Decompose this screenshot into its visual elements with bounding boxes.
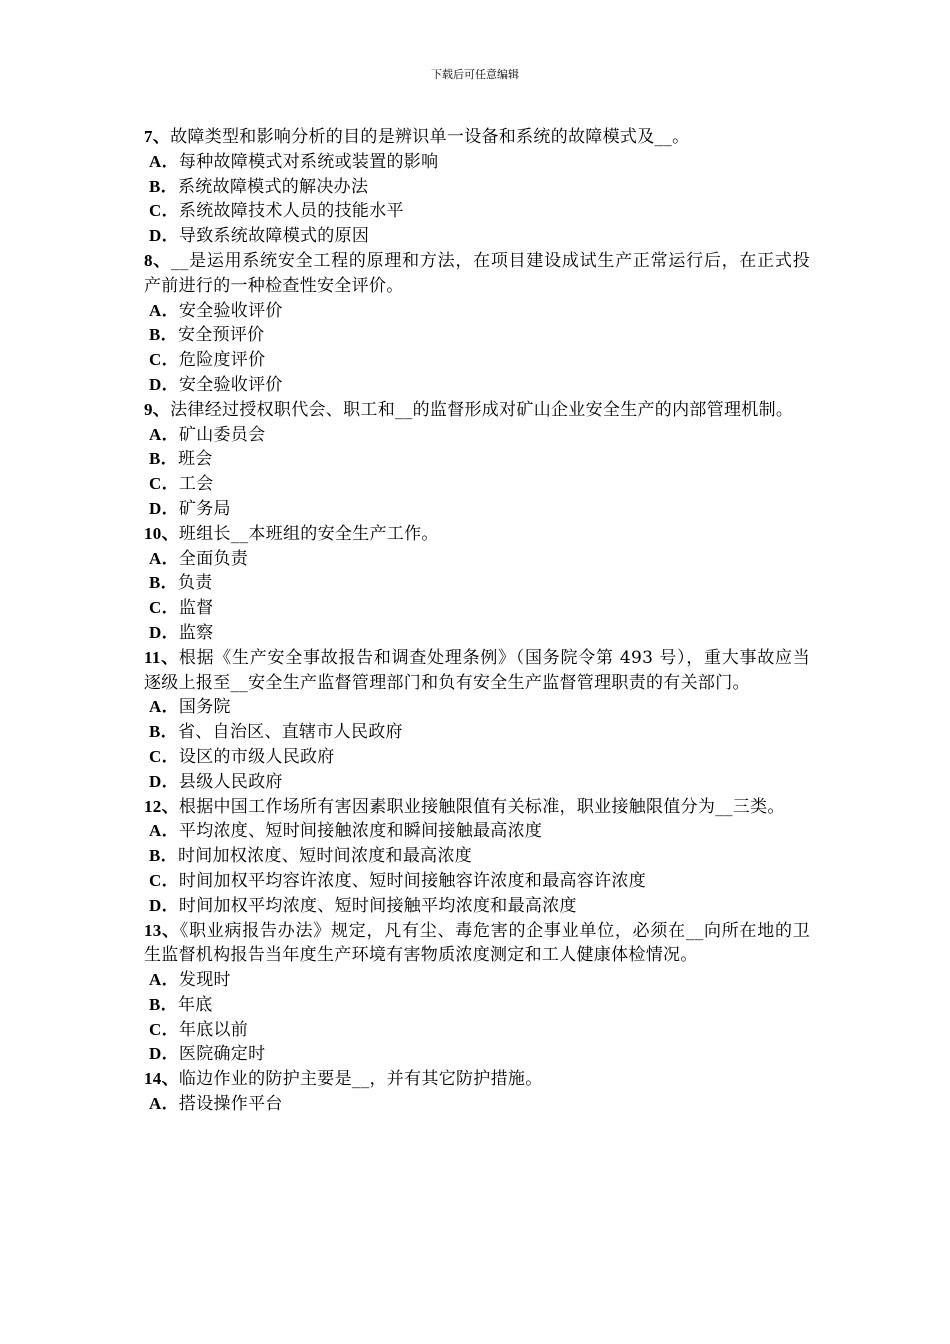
option-text: 导致系统故障模式的原因 xyxy=(178,226,370,247)
question-text: 根据《生产安全事故报告和调查处理条例》（国务院令第 493 号），重大事故应当逐级上报至__安全生产监督管理部门和负有安全生产监督管理职责的有关部门。 xyxy=(144,647,810,693)
question-block xyxy=(144,1067,810,1117)
answer-option xyxy=(144,373,810,398)
option-letter: D． xyxy=(149,622,179,642)
answer-option xyxy=(144,993,810,1018)
question-text: 根据中国工作场所有害因素职业接触限值有关标准，职业接触限值分为__三类。 xyxy=(178,796,785,817)
option-letter: B． xyxy=(149,449,178,469)
question-number: 10、 xyxy=(144,523,179,543)
question-text: 故障类型和影响分析的目的是辨识单一设备和系统的故障模式及__。 xyxy=(170,127,690,147)
question-number: 14、 xyxy=(144,1069,179,1089)
option-letter: A． xyxy=(149,548,179,568)
option-letter: C． xyxy=(149,598,179,618)
answer-option xyxy=(144,745,810,770)
option-letter: C． xyxy=(149,474,179,494)
answer-option xyxy=(144,720,810,745)
question-block xyxy=(144,646,810,795)
option-text: 县级人民政府 xyxy=(178,771,283,792)
question-number: 12、 xyxy=(144,796,179,816)
option-text: 时间加权平均容许浓度、短时间接触容许浓度和最高容许浓度 xyxy=(178,870,646,891)
question-number: 8、 xyxy=(144,250,172,270)
option-text: 时间加权浓度、短时间浓度和最高浓度 xyxy=(177,846,473,867)
option-text: 发现时 xyxy=(178,970,231,991)
question-number: 7、 xyxy=(144,127,171,146)
option-text: 国务院 xyxy=(178,697,231,718)
option-letter: B． xyxy=(149,994,178,1014)
answer-option xyxy=(144,423,810,448)
option-text: 班会 xyxy=(177,449,213,470)
option-text: 每种故障模式对系统或装置的影响 xyxy=(178,151,439,172)
option-text: 医院确定时 xyxy=(178,1044,266,1065)
option-letter: B． xyxy=(149,573,178,593)
option-text: 安全验收评价 xyxy=(178,374,283,395)
option-letter: D． xyxy=(149,895,179,915)
answer-option xyxy=(144,472,810,497)
option-text: 负责 xyxy=(177,573,213,594)
question-stem xyxy=(144,1067,810,1092)
option-text: 年底以前 xyxy=(178,1019,249,1040)
answer-option xyxy=(144,547,810,572)
option-letter: A． xyxy=(149,1094,179,1114)
question-stem xyxy=(144,522,810,547)
answer-option xyxy=(144,348,810,373)
question-text: 《职业病报告办法》规定，凡有尘、毒危害的企事业单位，必须在__向所在地的卫生监督机构报告当年度生产环境有害物质浓度测定和工人健康体检情况。 xyxy=(144,920,810,966)
question-block xyxy=(144,795,810,919)
answer-option xyxy=(144,571,810,596)
answer-option xyxy=(144,770,810,795)
option-letter: A． xyxy=(149,424,179,444)
option-text: 工会 xyxy=(178,474,214,495)
question-text: __是运用系统安全工程的原理和方法，在项目建设成试生产正常运行后，在正式投产前进行的一种检查性安全评价。 xyxy=(144,250,810,296)
question-text: 临边作业的防护主要是__，并有其它防护措施。 xyxy=(178,1069,543,1090)
option-letter: C． xyxy=(149,746,179,766)
answer-option xyxy=(144,497,810,522)
answer-option xyxy=(144,175,810,200)
option-text: 系统故障模式的解决办法 xyxy=(177,176,369,197)
answer-option xyxy=(144,1042,810,1067)
option-letter: D． xyxy=(149,498,179,518)
question-stem xyxy=(144,125,810,150)
option-letter: D． xyxy=(149,374,179,394)
answer-option xyxy=(144,968,810,993)
option-letter: C． xyxy=(149,350,179,370)
option-letter: A． xyxy=(149,970,179,990)
option-letter: C． xyxy=(149,201,179,221)
option-text: 矿务局 xyxy=(178,498,231,519)
question-block xyxy=(144,522,810,646)
question-block xyxy=(144,919,810,1068)
answer-option xyxy=(144,447,810,472)
answer-option xyxy=(144,621,810,646)
question-stem xyxy=(144,795,810,820)
option-text: 危险度评价 xyxy=(178,350,266,371)
answer-option xyxy=(144,150,810,175)
answer-option xyxy=(144,819,810,844)
question-number: 9、 xyxy=(144,399,171,419)
option-text: 全面负责 xyxy=(178,548,249,569)
option-letter: A． xyxy=(149,300,179,320)
option-text: 平均浓度、短时间接触浓度和瞬间接触最高浓度 xyxy=(178,821,543,842)
answer-option xyxy=(144,1092,810,1117)
answer-option xyxy=(144,224,810,249)
option-letter: D． xyxy=(149,1044,179,1064)
question-stem xyxy=(144,249,810,299)
option-letter: A． xyxy=(149,821,179,841)
answer-option xyxy=(144,844,810,869)
answer-option xyxy=(144,323,810,348)
question-block xyxy=(144,398,810,522)
question-stem xyxy=(144,646,810,696)
option-text: 系统故障技术人员的技能水平 xyxy=(178,201,404,222)
option-text: 年底 xyxy=(177,994,213,1015)
question-text: 班组长__本班组的安全生产工作。 xyxy=(178,523,439,544)
question-list xyxy=(144,125,810,1117)
option-text: 设区的市级人民政府 xyxy=(178,746,335,767)
option-text: 监督 xyxy=(178,598,214,619)
answer-option xyxy=(144,894,810,919)
question-block xyxy=(144,125,810,249)
option-letter: D． xyxy=(149,771,179,791)
answer-option xyxy=(144,199,810,224)
option-letter: B． xyxy=(149,176,178,196)
page-header: 下载后可任意编辑 xyxy=(431,68,519,81)
option-text: 时间加权平均浓度、短时间接触平均浓度和最高浓度 xyxy=(178,895,577,916)
option-letter: C． xyxy=(149,870,179,890)
option-text: 安全预评价 xyxy=(177,325,265,346)
question-number: 11、 xyxy=(144,647,179,667)
answer-option xyxy=(144,299,810,324)
question-stem xyxy=(144,919,810,969)
option-text: 监察 xyxy=(178,622,214,643)
question-number: 13、 xyxy=(144,920,180,940)
option-letter: B． xyxy=(149,722,178,742)
option-letter: D． xyxy=(149,226,179,246)
option-text: 搭设操作平台 xyxy=(178,1094,283,1115)
answer-option xyxy=(144,695,810,720)
option-letter: B． xyxy=(149,846,178,866)
question-text: 法律经过授权职代会、职工和__的监督形成对矿山企业安全生产的内部管理机制。 xyxy=(170,399,794,420)
answer-option xyxy=(144,1018,810,1043)
option-letter: A． xyxy=(149,697,179,717)
option-letter: A． xyxy=(149,151,179,171)
question-block xyxy=(144,249,810,398)
option-text: 省、自治区、直辖市人民政府 xyxy=(177,722,403,743)
option-letter: C． xyxy=(149,1019,179,1039)
answer-option xyxy=(144,596,810,621)
answer-option xyxy=(144,869,810,894)
option-letter: B． xyxy=(149,325,178,345)
option-text: 安全验收评价 xyxy=(178,300,283,321)
option-text: 矿山委员会 xyxy=(178,424,266,445)
question-stem xyxy=(144,398,810,423)
